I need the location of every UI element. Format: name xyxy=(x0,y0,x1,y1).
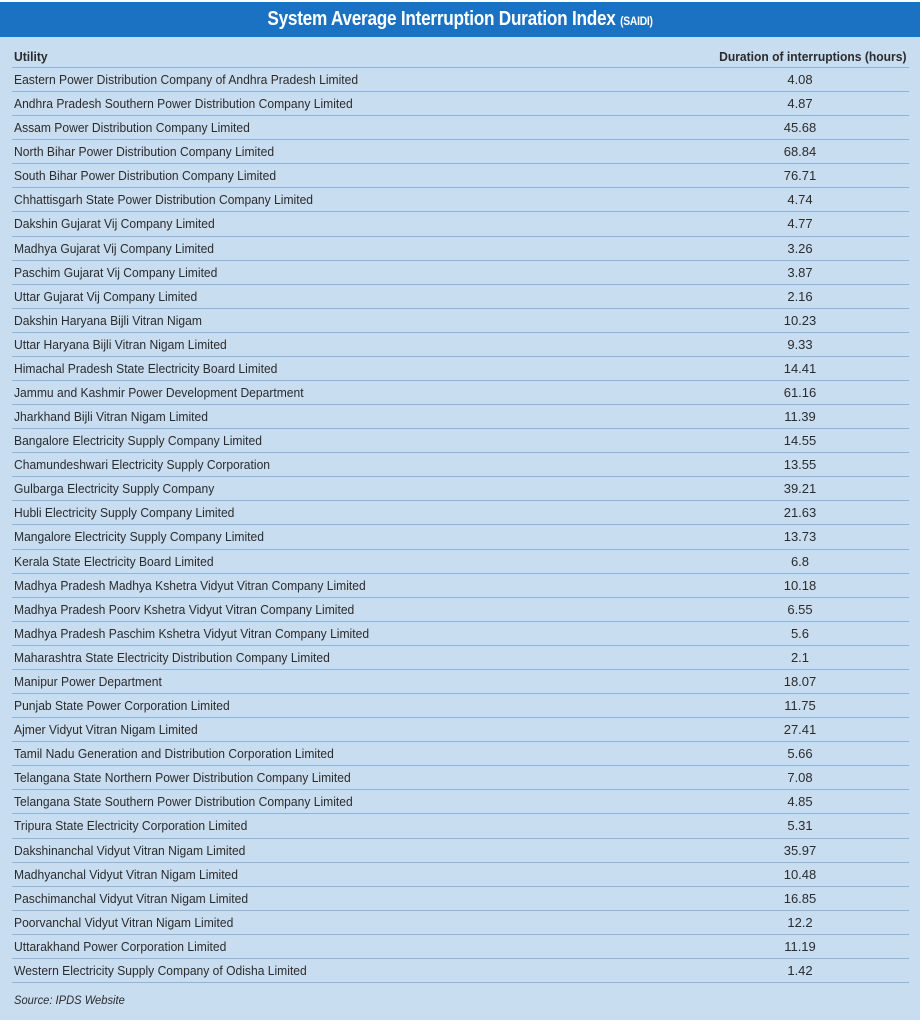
utility-name: Assam Power Distribution Company Limited xyxy=(14,120,250,136)
utility-name: Chamundeshwari Electricity Supply Corporation xyxy=(14,457,271,473)
duration-value: 3.26 xyxy=(787,240,813,256)
table-row xyxy=(12,887,909,911)
duration-value: 5.6 xyxy=(790,625,810,641)
table-row xyxy=(12,237,909,261)
table-row xyxy=(12,453,909,477)
utility-name: Eastern Power Distribution Company of Andhra Pradesh Limited xyxy=(14,72,359,87)
duration-value: 39.21 xyxy=(783,481,817,497)
utility-name: Ajmer Vidyut Vitran Nigam Limited xyxy=(14,722,198,738)
utility-name: Madhya Pradesh Madhya Kshetra Vidyut Vitran Company Limited xyxy=(14,577,366,593)
duration-value: 45.68 xyxy=(783,120,817,136)
table-row xyxy=(12,790,909,814)
utility-name: Uttar Gujarat Vij Company Limited xyxy=(14,288,198,304)
duration-value: 9.33 xyxy=(787,336,813,352)
table-row xyxy=(12,742,909,766)
duration-value: 2.1 xyxy=(790,649,810,665)
column-header-duration: Duration of interruptions (hours) xyxy=(718,49,906,64)
duration-value: 4.87 xyxy=(787,96,813,112)
duration-value: 11.75 xyxy=(784,698,816,714)
duration-value: 18.07 xyxy=(783,673,817,689)
table-row xyxy=(12,839,909,863)
column-header-utility: Utility xyxy=(14,49,48,64)
duration-value: 13.73 xyxy=(783,529,817,545)
utility-name: Hubli Electricity Supply Company Limited xyxy=(14,505,235,521)
duration-value: 4.08 xyxy=(787,72,813,87)
table-row xyxy=(12,622,909,646)
duration-value: 27.41 xyxy=(783,722,817,738)
table-row xyxy=(12,501,909,525)
table-row xyxy=(12,309,909,333)
table-row xyxy=(12,814,909,838)
utility-name: Himachal Pradesh State Electricity Board Limited xyxy=(14,360,278,376)
duration-value: 10.48 xyxy=(783,866,817,882)
duration-value: 5.31 xyxy=(787,818,813,834)
table-row xyxy=(12,550,909,574)
table-row xyxy=(12,598,909,622)
utility-name: Madhya Gujarat Vij Company Limited xyxy=(14,240,215,256)
utility-name: Madhyanchal Vidyut Vitran Nigam Limited xyxy=(14,866,239,882)
duration-value: 4.74 xyxy=(787,192,813,208)
utility-name: Paschimanchal Vidyut Vitran Nigam Limited xyxy=(14,890,249,906)
utility-name: Madhya Pradesh Poorv Kshetra Vidyut Vitran Company Limited xyxy=(14,601,355,617)
table-row xyxy=(12,405,909,429)
utility-name: Chhattisgarh State Power Distribution Company Limited xyxy=(14,192,314,208)
duration-value: 76.71 xyxy=(783,168,817,184)
duration-value: 5.66 xyxy=(787,746,813,762)
utility-name: Uttar Haryana Bijli Vitran Nigam Limited xyxy=(14,336,227,352)
table-row xyxy=(12,188,909,212)
table-row xyxy=(12,261,909,285)
table-row xyxy=(12,140,909,164)
utility-name: Mangalore Electricity Supply Company Limited xyxy=(14,529,264,545)
duration-value: 14.55 xyxy=(783,433,817,449)
table-row xyxy=(12,285,909,309)
utility-name: South Bihar Power Distribution Company Limited xyxy=(14,168,277,184)
utility-name: Jharkhand Bijli Vitran Nigam Limited xyxy=(14,409,208,425)
utility-name: Bangalore Electricity Supply Company Limited xyxy=(14,433,262,449)
utility-name: Telangana State Southern Power Distribution Company Limited xyxy=(14,794,353,810)
utility-name: Paschim Gujarat Vij Company Limited xyxy=(14,264,218,280)
duration-value: 13.55 xyxy=(783,457,817,473)
duration-value: 3.87 xyxy=(787,264,813,280)
table-row xyxy=(12,116,909,140)
utility-name: Gulbarga Electricity Supply Company xyxy=(14,481,215,497)
table-row xyxy=(12,477,909,501)
table-title xyxy=(0,2,920,37)
table-row xyxy=(12,766,909,790)
duration-value: 35.97 xyxy=(783,842,817,858)
table-row xyxy=(12,381,909,405)
table-header-row xyxy=(12,45,909,68)
utility-name: Madhya Pradesh Paschim Kshetra Vidyut Vitran Company Limited xyxy=(14,625,370,641)
utility-name: Dakshinanchal Vidyut Vitran Nigam Limited xyxy=(14,842,246,858)
table-row xyxy=(12,525,909,549)
table-row xyxy=(12,694,909,718)
table-row xyxy=(12,212,909,236)
utility-name: Kerala State Electricity Board Limited xyxy=(14,553,214,569)
duration-value: 16.85 xyxy=(783,890,817,906)
duration-value: 10.18 xyxy=(783,577,817,593)
utility-name: Western Electricity Supply Company of Odisha Limited xyxy=(14,962,307,978)
table-row xyxy=(12,574,909,598)
table-row xyxy=(12,164,909,188)
title-abbr: (SAIDI) xyxy=(620,14,653,28)
title-main xyxy=(267,2,652,39)
duration-value: 68.84 xyxy=(783,144,817,160)
table-row xyxy=(12,959,909,983)
duration-value: 11.39 xyxy=(784,409,816,425)
duration-value: 10.23 xyxy=(783,312,817,328)
utility-name: Uttarakhand Power Corporation Limited xyxy=(14,938,227,954)
utility-name: Dakshin Haryana Bijli Vitran Nigam xyxy=(14,312,202,328)
table-body xyxy=(12,68,909,983)
table-row xyxy=(12,911,909,935)
utility-name: Tripura State Electricity Corporation Limited xyxy=(14,818,248,834)
duration-value: 21.63 xyxy=(783,505,817,521)
utility-name: North Bihar Power Distribution Company Limited xyxy=(14,144,275,160)
table-row xyxy=(12,646,909,670)
utility-name: Tamil Nadu Generation and Distribution Corporation Limited xyxy=(14,746,334,762)
table-row xyxy=(12,670,909,694)
saidi-table xyxy=(12,45,909,983)
table-row xyxy=(12,357,909,381)
utility-name: Andhra Pradesh Southern Power Distribution Company Limited xyxy=(14,96,353,112)
duration-value: 14.41 xyxy=(783,360,817,376)
source-note: Source: IPDS Website xyxy=(14,993,125,1007)
table-row xyxy=(12,935,909,959)
duration-value: 7.08 xyxy=(787,770,813,786)
duration-value: 2.16 xyxy=(787,288,813,304)
duration-value: 1.42 xyxy=(787,962,813,978)
title-main-text: System Average Interruption Duration Index xyxy=(267,8,616,30)
table-row xyxy=(12,718,909,742)
saidi-panel xyxy=(0,2,920,1020)
utility-name: Jammu and Kashmir Power Development Department xyxy=(14,385,304,401)
utility-name: Punjab State Power Corporation Limited xyxy=(14,698,230,714)
table-row xyxy=(12,92,909,116)
table-row xyxy=(12,863,909,887)
duration-value: 11.19 xyxy=(784,938,816,954)
duration-value: 6.55 xyxy=(787,601,813,617)
duration-value: 4.77 xyxy=(787,216,813,232)
duration-value: 6.8 xyxy=(790,553,810,569)
duration-value: 61.16 xyxy=(783,385,817,401)
table-row xyxy=(12,429,909,453)
utility-name: Maharashtra State Electricity Distribution Company Limited xyxy=(14,649,330,665)
table-row xyxy=(12,68,909,92)
duration-value: 4.85 xyxy=(787,794,813,810)
duration-value: 12.2 xyxy=(787,914,813,930)
utility-name: Manipur Power Department xyxy=(14,673,162,689)
utility-name: Dakshin Gujarat Vij Company Limited xyxy=(14,216,215,232)
utility-name: Telangana State Northern Power Distribution Company Limited xyxy=(14,770,351,786)
table-row xyxy=(12,333,909,357)
utility-name: Poorvanchal Vidyut Vitran Nigam Limited xyxy=(14,914,234,930)
